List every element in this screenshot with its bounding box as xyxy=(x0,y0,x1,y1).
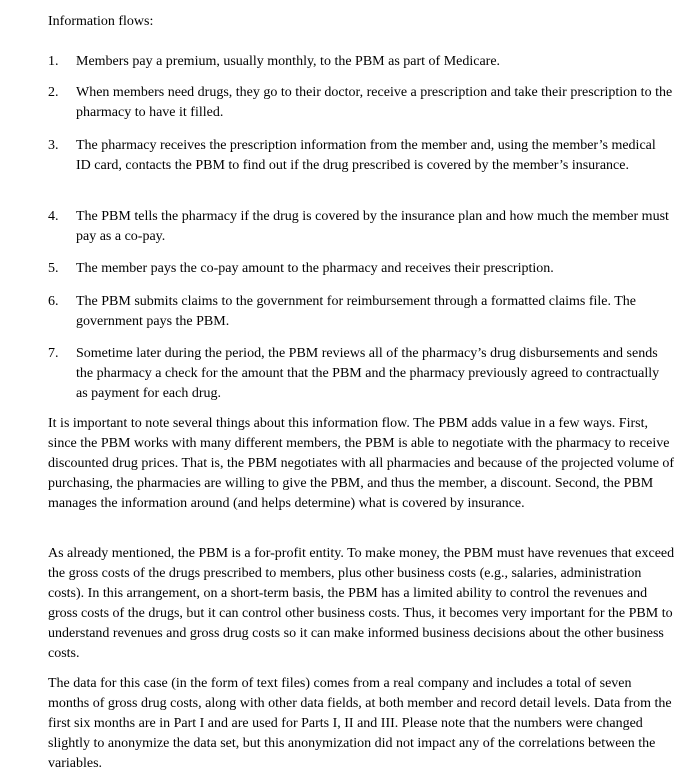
list-text: Sometime later during the period, the PBM reviews all of the pharmacy’s drug disbursements and sends the pharmacy a check for the amount that the PBM and the pharmacy previously agreed to contractually as payment for each drug. xyxy=(76,346,660,401)
body-paragraph: As already mentioned, the PBM is a for-profit entity. To make money, the PBM must have revenues that exceed the gross costs of the drugs prescribed to members, plus other business costs (e.g., salaries, administration costs). In this arrangement, on a short-term basis, the PBM has a limited ability to control the revenues and gross costs of the drugs, but it can control other business costs. Thus, it becomes very important for the PBM to understand revenues and gross drug costs so it can make informed business decisions about the other business costs. xyxy=(48,546,675,661)
list-item xyxy=(48,259,673,279)
list-text: Members pay a premium, usually monthly, to the PBM as part of Medicare. xyxy=(76,54,501,69)
list-text: The PBM tells the pharmacy if the drug is covered by the insurance plan and how much the member must pay as a co-pay. xyxy=(76,209,669,244)
list-number: 5. xyxy=(48,261,59,276)
section-heading: Information flows: xyxy=(48,14,154,29)
list-text: The pharmacy receives the prescription information from the member and, using the member’s medical ID card, contacts the PBM to find out if the drug prescribed is covered by the member’s insurance. xyxy=(76,138,656,173)
body-paragraph: It is important to note several things about this information flow. The PBM adds value in a few ways. First, since the PBM works with many different members, the PBM is able to negotiate with the pharmacy to receive discounted drug prices. That is, the PBM negotiates with all pharmacies and because of the projected volume of purchasing, the pharmacies are willing to give the PBM, and thus the member, a discount. Second, the PBM manages the information around (and helps determine) what is covered by insurance. xyxy=(48,416,675,511)
list-number: 6. xyxy=(48,294,59,309)
list-number: 3. xyxy=(48,138,59,153)
list-number: 7. xyxy=(48,346,59,361)
list-item xyxy=(48,207,673,247)
list-text: The member pays the co-pay amount to the pharmacy and receives their prescription. xyxy=(76,261,554,276)
list-text: The PBM submits claims to the government for reimbursement through a formatted claims file. The government pays the PBM. xyxy=(76,294,637,329)
list-item xyxy=(48,52,673,72)
list-number: 4. xyxy=(48,209,59,224)
list-number: 1. xyxy=(48,54,59,69)
list-item xyxy=(48,136,673,176)
list-number: 2. xyxy=(48,85,59,100)
list-item xyxy=(48,344,673,404)
list-item xyxy=(48,83,673,123)
list-text: When members need drugs, they go to their doctor, receive a prescription and take their prescription to the pharmacy to have it filled. xyxy=(76,85,673,120)
body-paragraph: The data for this case (in the form of text files) comes from a real company and includes a total of seven months of gross drug costs, along with other data fields, at both member and record detail levels. Data from the first six months are in Part I and are used for Parts I, II and III. Please note that the numbers were changed slightly to anonymize the data set, but this anonymization did not impact any of the correlations between the variables. xyxy=(48,676,672,771)
list-item xyxy=(48,292,673,332)
